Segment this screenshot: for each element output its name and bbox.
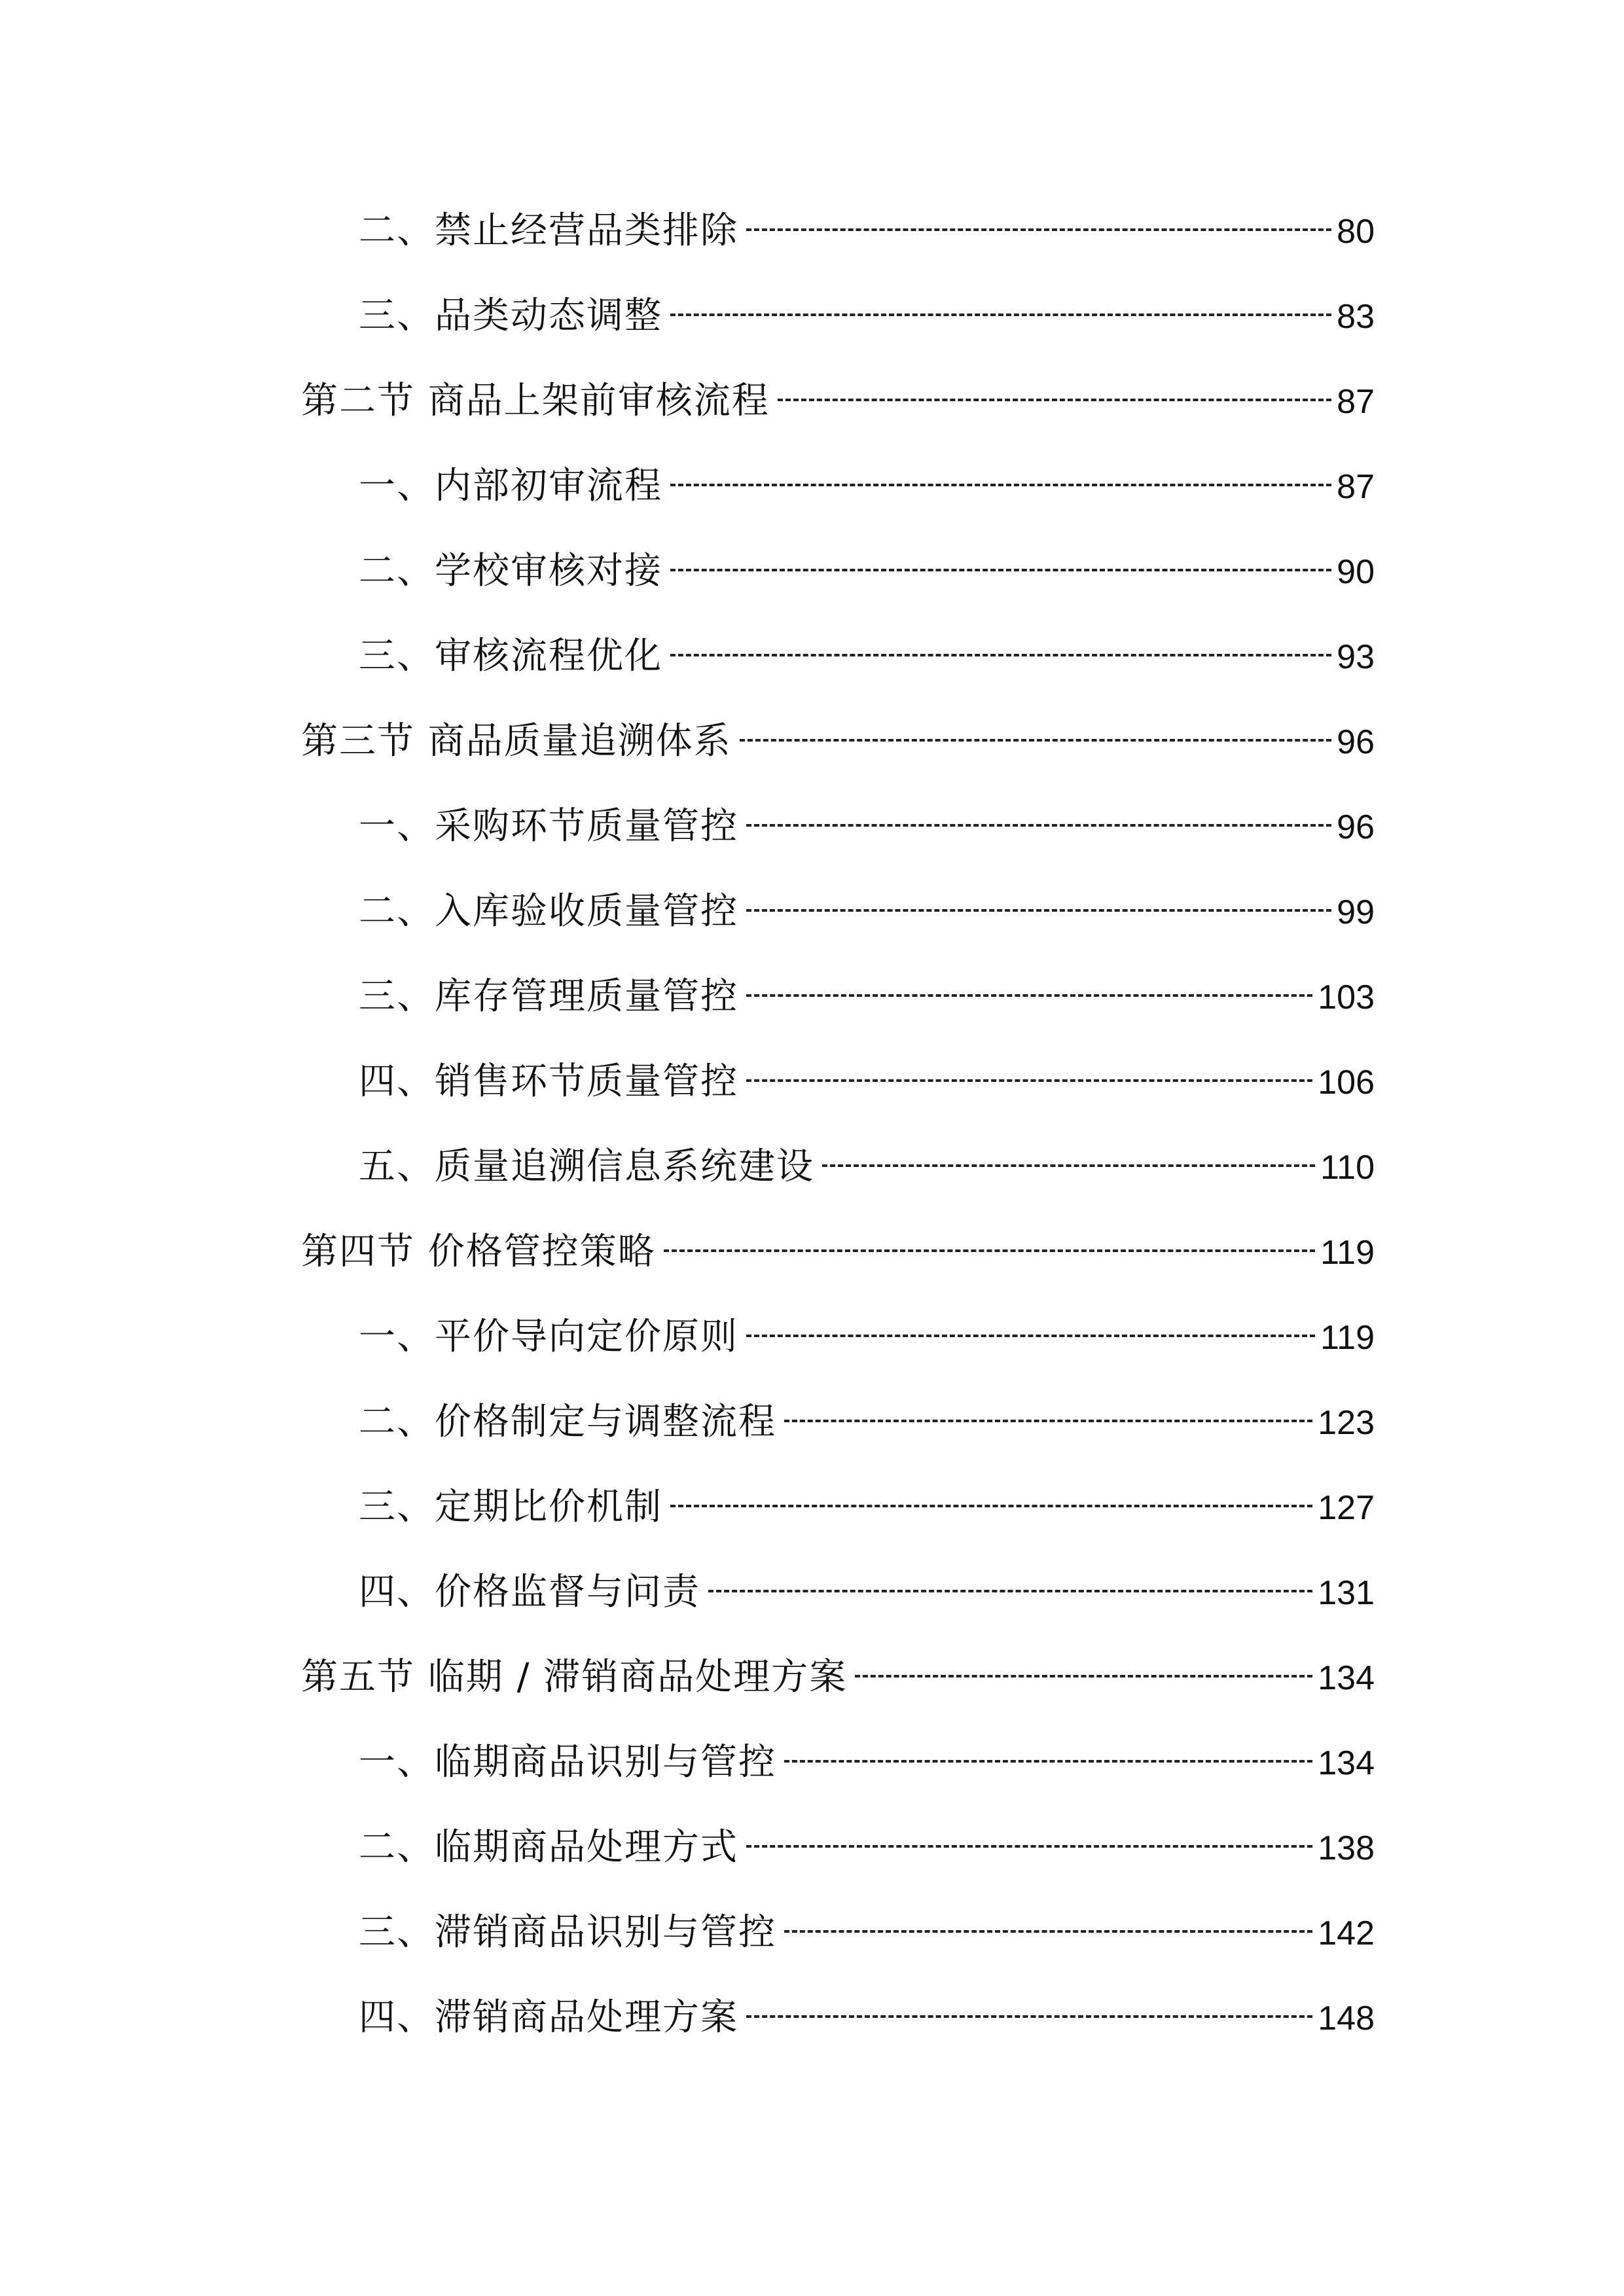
toc-entry-title: 三、品类动态调整 [359, 295, 662, 337]
toc-entry[interactable] [359, 1733, 1375, 1792]
toc-entry[interactable] [359, 1478, 1375, 1537]
toc-entry[interactable] [359, 882, 1375, 941]
toc-leader-dots [855, 1675, 1312, 1677]
toc-entry-title: 一、采购环节质量管控 [359, 805, 738, 848]
toc-entry-page: 103 [1318, 978, 1375, 1016]
toc-leader-dots [746, 1079, 1312, 1082]
toc-entry-title: 一、内部初审流程 [359, 465, 662, 507]
toc-leader-dots [670, 654, 1331, 656]
toc-leader-dots [746, 1335, 1315, 1337]
toc-leader-dots [746, 824, 1331, 827]
toc-entry[interactable] [359, 202, 1375, 260]
toc-entry-page: 148 [1318, 2000, 1375, 2037]
toc-entry[interactable] [301, 1223, 1375, 1282]
toc-entry[interactable] [359, 627, 1375, 686]
toc-leader-dots [784, 1760, 1312, 1763]
toc-leader-dots [708, 1590, 1312, 1592]
toc-leader-dots [746, 994, 1312, 997]
toc-entry[interactable] [301, 712, 1375, 771]
toc-entry-title: 二、禁止经营品类排除 [359, 209, 738, 252]
toc-entry[interactable] [359, 287, 1375, 346]
toc-leader-dots [746, 909, 1331, 912]
toc-entry-page: 134 [1318, 1659, 1375, 1697]
toc-entry[interactable] [301, 1648, 1375, 1707]
toc-entry-title: 第四节 价格管控策略 [301, 1230, 656, 1273]
toc-entry[interactable] [359, 1138, 1375, 1196]
toc-entry-page: 99 [1337, 893, 1375, 931]
toc-entry[interactable] [359, 457, 1375, 516]
toc-entry-page: 87 [1337, 383, 1375, 421]
toc-leader-dots [740, 739, 1331, 742]
toc-entry-page: 131 [1318, 1574, 1375, 1612]
toc-entry-page: 127 [1318, 1489, 1375, 1527]
toc-entry[interactable] [359, 967, 1375, 1026]
toc-entry[interactable] [359, 1393, 1375, 1452]
toc-entry-page: 83 [1337, 298, 1375, 336]
toc-entry-page: 119 [1320, 1319, 1375, 1357]
toc-entry-title: 三、定期比价机制 [359, 1486, 662, 1528]
toc-entry-page: 110 [1320, 1149, 1375, 1187]
toc-entry[interactable] [359, 1052, 1375, 1111]
toc-leader-dots [784, 1930, 1312, 1933]
toc-leader-dots [784, 1420, 1312, 1422]
toc-entry-page: 96 [1337, 808, 1375, 846]
toc-entry-title: 四、滞销商品处理方案 [359, 1996, 738, 2039]
toc-entry-title: 五、质量追溯信息系统建设 [359, 1145, 814, 1188]
toc-entry-page: 96 [1337, 723, 1375, 761]
toc-entry-title: 四、销售环节质量管控 [359, 1060, 738, 1103]
toc-leader-dots [746, 1845, 1312, 1848]
toc-entry-title: 三、滞销商品识别与管控 [359, 1911, 776, 1954]
toc-entry[interactable] [359, 1308, 1375, 1367]
toc-entry-page: 80 [1337, 213, 1375, 251]
toc-entry[interactable] [359, 797, 1375, 856]
toc-entry-page: 142 [1318, 1914, 1375, 1952]
toc-leader-dots [822, 1164, 1315, 1167]
toc-entry-page: 138 [1318, 1829, 1375, 1867]
toc-entry-title: 二、入库验收质量管控 [359, 890, 738, 933]
toc-entry-title: 一、平价导向定价原则 [359, 1316, 738, 1358]
toc-leader-dots [670, 314, 1331, 316]
toc-entry[interactable] [359, 542, 1375, 601]
toc-entry-title: 三、审核流程优化 [359, 635, 662, 677]
toc-leader-dots [670, 569, 1331, 571]
toc-entry-title: 三、库存管理质量管控 [359, 975, 738, 1018]
toc-entry-page: 134 [1318, 1744, 1375, 1782]
toc-entry[interactable] [359, 1818, 1375, 1877]
toc-entry[interactable] [359, 1988, 1375, 2047]
toc-entry-page: 106 [1318, 1064, 1375, 1102]
toc-entry-title: 二、学校审核对接 [359, 550, 662, 592]
toc-entry[interactable] [359, 1903, 1375, 1962]
toc-entry-title: 二、临期商品处理方式 [359, 1826, 738, 1869]
toc-leader-dots [664, 1249, 1315, 1252]
toc-leader-dots [778, 399, 1331, 401]
toc-entry-title: 二、价格制定与调整流程 [359, 1401, 776, 1443]
toc-leader-dots [746, 2015, 1312, 2018]
toc-entry-page: 93 [1337, 638, 1375, 676]
toc-leader-dots [670, 1505, 1312, 1507]
toc-entry-title: 第五节 临期 / 滞销商品处理方案 [301, 1656, 848, 1698]
toc-entry-page: 90 [1337, 553, 1375, 591]
toc-entry-title: 一、临期商品识别与管控 [359, 1741, 776, 1784]
toc-entry-page: 123 [1318, 1404, 1375, 1442]
toc-entry[interactable] [301, 372, 1375, 431]
toc-leader-dots [670, 484, 1331, 486]
toc-entry-page: 87 [1337, 468, 1375, 506]
toc-entry-page: 119 [1320, 1234, 1375, 1272]
toc-leader-dots [746, 228, 1331, 231]
toc-entry-title: 四、价格监督与问责 [359, 1571, 700, 1613]
toc-entry-title: 第二节 商品上架前审核流程 [301, 380, 770, 422]
toc-entry-title: 第三节 商品质量追溯体系 [301, 720, 732, 762]
toc-entry[interactable] [359, 1563, 1375, 1622]
